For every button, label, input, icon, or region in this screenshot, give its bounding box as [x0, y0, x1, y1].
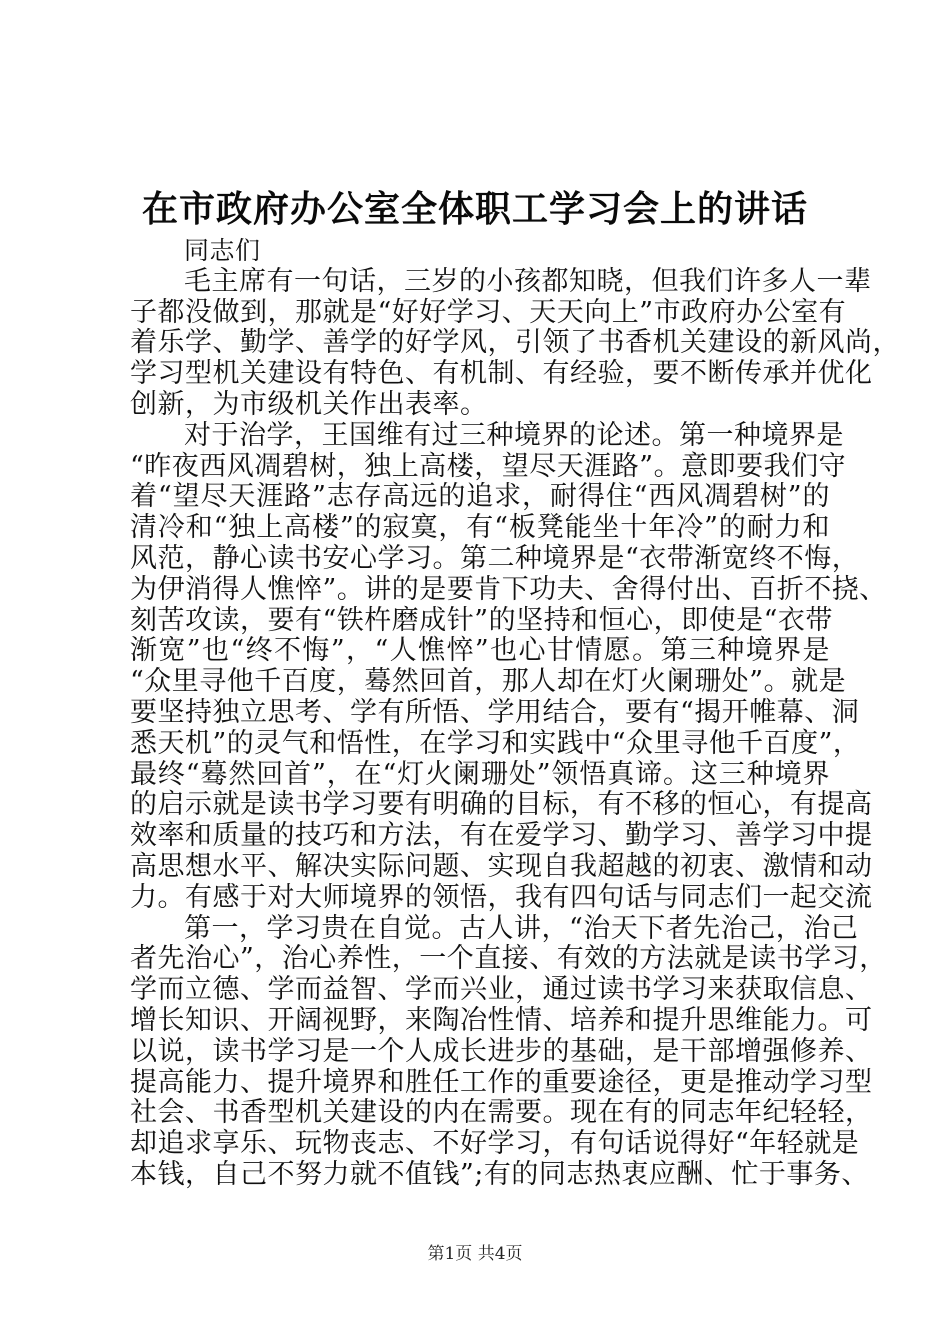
body-line: 增长知识、开阔视野，来陶冶性情、培养和提升思维能力。可: [130, 1004, 873, 1036]
body-line: 创新，为市级机关作出表率。: [130, 388, 488, 420]
body-line: 要坚持独立思考、学有所悟、学用结合，要有“揭开帷幕、洞: [130, 696, 860, 728]
body-line: 效率和质量的技巧和方法，有在爱学习、勤学习、善学习中提: [130, 820, 873, 852]
body-line: 着乐学、勤学、善学的好学风，引领了书香机关建设的新风尚，: [130, 327, 900, 359]
body-line: 学习型机关建设有特色、有机制、有经验，要不断传承并优化: [130, 358, 873, 390]
body-line: 的启示就是读书学习要有明确的目标，有不移的恒心，有提高: [130, 789, 873, 821]
body-line: 学而立德、学而益智、学而兴业，通过读书学习来获取信息、: [130, 974, 873, 1006]
body-line: “昨夜西风凋碧树，独上高楼，望尽天涯路”。意即要我们守: [130, 450, 847, 482]
body-line: 渐宽”也“终不悔”，“人憔悴”也心甘情愿。第三种境界是: [130, 635, 830, 667]
body-line: 刻苦攻读，要有“铁杵磨成针”的坚持和恒心，即使是“衣带: [130, 604, 833, 636]
body-line: 风范，静心读书安心学习。第二种境界是“衣带渐宽终不悔，: [130, 542, 860, 574]
body-line: 最终“蓦然回首”，在“灯火阑珊处”领悟真谛。这三种境界: [130, 758, 830, 790]
body-line: 提高能力、提升境界和胜任工作的重要途径，更是推动学习型: [130, 1066, 873, 1098]
body-line: 着“望尽天涯路”志存高远的追求，耐得住“西风凋碧树”的: [130, 481, 830, 513]
body-line: 高思想水平、解决实际问题、实现自我超越的初衷、激情和动: [130, 850, 873, 882]
body-line: 以说，读书学习是一个人成长进步的基础，是干部增强修养、: [130, 1035, 873, 1067]
body-line: 清冷和“独上高楼”的寂寞，有“板凳能坐十年冷”的耐力和: [130, 512, 830, 544]
body-line: 对于治学，王国维有过三种境界的论述。第一种境界是: [184, 419, 844, 451]
body-line: 同志们: [184, 236, 261, 265]
document-body: [130, 236, 900, 1191]
body-line: 为伊消得人憔悴”。讲的是要肯下功夫、舍得付出、百折不挠、: [130, 573, 887, 605]
body-line: 本钱，自己不努力就不值钱”;有的同志热衷应酬、忙于事务、: [130, 1158, 869, 1190]
body-line: 者先治心”，治心养性，一个直接、有效的方法就是读书学习，: [130, 943, 887, 975]
body-line: 子都没做到，那就是“好好学习、天天向上”市政府办公室有: [130, 296, 847, 328]
body-line: “众里寻他千百度，蓦然回首，那人却在灯火阑珊处”。就是: [130, 666, 847, 698]
document-title: 在市政府办公室全体职工学习会上的讲话: [141, 188, 808, 230]
body-line: 悉天机”的灵气和悟性，在学习和实践中“众里寻他千百度”，: [130, 727, 861, 759]
body-line: 社会、书香型机关建设的内在需要。现在有的同志年纪轻轻，: [130, 1097, 873, 1129]
body-line: 却追求享乐、玩物丧志、不好学习，有句话说得好“年轻就是: [130, 1128, 860, 1160]
body-line: 第一，学习贵在自觉。古人讲，“治天下者先治己，治己: [184, 912, 859, 944]
body-line: 力。有感于对大师境界的领悟，我有四句话与同志们一起交流: [130, 881, 873, 913]
body-line: 毛主席有一句话，三岁的小孩都知晓，但我们许多人一辈: [184, 265, 872, 297]
page-footer: 第1页 共4页: [427, 1244, 523, 1264]
